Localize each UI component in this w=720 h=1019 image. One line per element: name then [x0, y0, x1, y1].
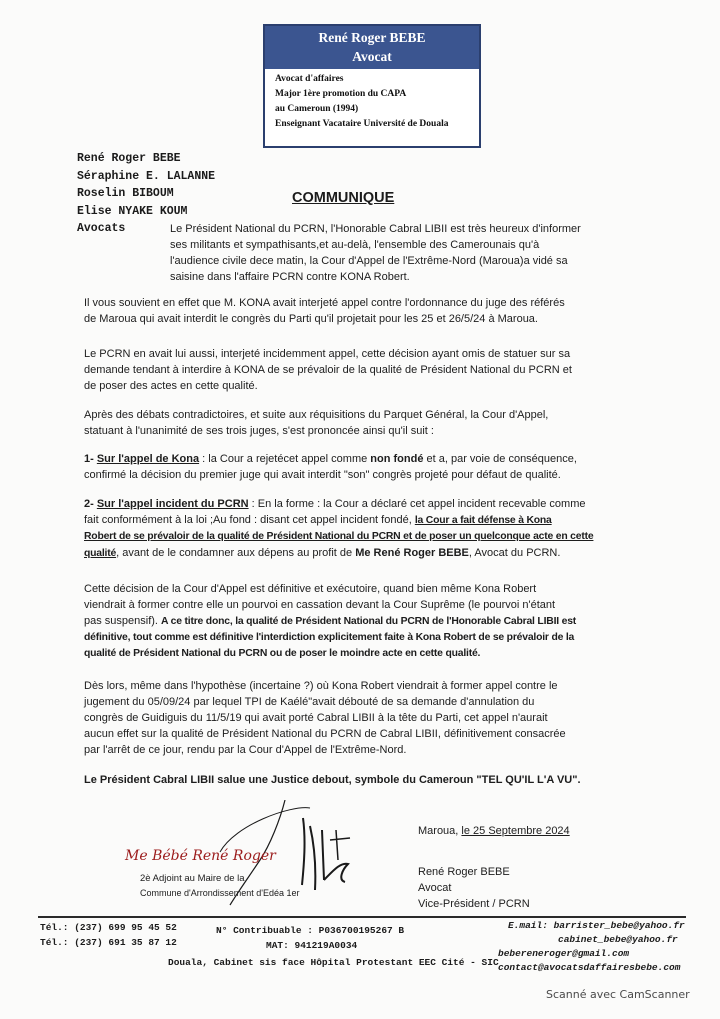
- text-line: jugement du 05/09/24 par lequel TPI de Kaélé"avait débouté de sa demande d'annulation du: [84, 696, 535, 708]
- text-line: Dès lors, même dans l'hypothèse (incertaine ?) où Kona Robert viendrait à former appel contre le: [84, 680, 558, 692]
- paragraph-6: [84, 496, 593, 562]
- signer-role: Vice-Président / PCRN: [418, 898, 530, 910]
- text-line: congrès de Guidiguis du 11/5/19 qui avait porté Cabral LIBII à la tête du Parti, cet appel n'aurait: [84, 712, 548, 724]
- credential-line: au Cameroun (1994): [275, 104, 359, 114]
- paragraph-9: Le Président Cabral LIBII salue une Justice debout, symbole du Cameroun "TEL QU'IL L'A VU".: [84, 774, 581, 786]
- text-span: , Avocat du PCRN.: [468, 547, 561, 559]
- text-span: fait conformément à la loi ;Au fond : disant cet appel incident fondé,: [84, 514, 415, 526]
- text-line: saisine dans l'affaire PCRN contre KONA Robert.: [170, 271, 410, 283]
- footer-email: contact@avocatsdaffairesbebe.com: [498, 962, 681, 973]
- paragraph-1: [170, 221, 581, 285]
- text-span: non fondé: [370, 453, 424, 465]
- text-line: par l'arrêt de ce jour, rendu par la Cour d'Appel de l'Extrême-Nord.: [84, 744, 407, 756]
- item-number: 1-: [84, 453, 97, 465]
- signer-title: Avocat: [418, 882, 452, 894]
- paragraph-3: [84, 346, 572, 394]
- text-span: Maroua,: [418, 825, 462, 837]
- footer-mat: MAT: 941219A0034: [266, 940, 358, 951]
- deputy-line: Commune d'Arrondissement d'Edéa 1er: [140, 888, 300, 898]
- lawyer-name: Elise NYAKE KOUM: [77, 204, 188, 218]
- paragraph-5: [84, 451, 577, 483]
- item-heading: Sur l'appel incident du PCRN: [96, 498, 249, 510]
- text-span: la Cour a fait défense à Kona: [414, 515, 552, 526]
- letterhead-name: René Roger BEBE: [265, 26, 479, 48]
- credential-line: Major 1ère promotion du CAPA: [275, 89, 407, 99]
- footer-divider: [38, 916, 686, 918]
- text-span: le 25 Septembre 2024: [461, 825, 570, 837]
- signature-date: [418, 823, 570, 839]
- paragraph-4: [84, 407, 548, 439]
- text-span: : la Cour a rejetécet appel comme: [199, 453, 371, 465]
- text-line: confirmé la décision du premier juge qui avait interdit "son" congrès projeté pour défaut de qualité.: [84, 469, 561, 481]
- text-line: Après des débats contradictoires, et suite aux réquisitions du Parquet Général, la Cour d'Appel,: [84, 409, 549, 421]
- credential-line: Enseignant Vacataire Université de Douala: [275, 119, 449, 129]
- text-line: définitive, tout comme est définitive l'interdiction explicitement faite à Kona Robert de se prévaloir de la: [84, 632, 575, 643]
- credential-line: Avocat d'affaires: [275, 74, 344, 84]
- text-line: demande tendant à interdire à KONA de se prévaloir de la qualité de Président National du PCRN et: [84, 364, 572, 376]
- item-number: 2-: [84, 498, 97, 510]
- footer-phone: Tél.: (237) 699 95 45 52: [40, 922, 177, 933]
- signature-script: Me Bébé René Roger: [125, 848, 276, 864]
- camscanner-watermark: Scanné avec CamScanner: [546, 988, 690, 1001]
- lawyer-name: Séraphine E. LALANNE: [77, 169, 216, 183]
- text-line: ses militants et sympathisants,et au-delà, l'ensemble des Camerounais qu'à: [170, 239, 540, 251]
- text-span: et a, par voie de conséquence,: [423, 453, 577, 465]
- footer-email: bebereneroger@gmail.com: [498, 948, 630, 959]
- text-span: Me René Roger BEBE: [355, 547, 469, 559]
- text-span: , avant de le condamner aux dépens au profit de: [116, 547, 356, 559]
- text-span: A ce titre donc, la qualité de Président National du PCRN de l'Honorable Cabral LIBII est: [161, 616, 577, 627]
- letterhead-title: Avocat: [265, 48, 479, 69]
- text-line: de Maroua qui avait interdit le congrès du Parti qu'il projetait pour les 25 et 26/5/24 à Maroua.: [84, 313, 538, 325]
- lawyer-name: Roselin BIBOUM: [77, 187, 174, 200]
- paragraph-2: [84, 295, 565, 327]
- paragraph-7: [84, 581, 576, 662]
- signer-name: René Roger BEBE: [418, 866, 510, 878]
- lawyers-label: Avocats: [77, 222, 126, 235]
- text-line: qualité de Président National du PCRN ou de poser le moindre acte en cette qualité.: [84, 648, 481, 659]
- text-line: l'audience civile dece matin, la Cour d'Appel de l'Extrême-Nord (Maroua)a vidé sa: [170, 255, 568, 267]
- deputy-line: 2è Adjoint au Maire de la: [140, 873, 245, 884]
- text-line: aucun effet sur la qualité de Président National du PCRN de Cabral LIBII, définitivement consacrée: [84, 728, 566, 740]
- text-span: Le Président National du PCRN, l'Honorable Cabral LIBII: [170, 223, 451, 235]
- paragraph-8: [84, 678, 566, 758]
- text-line: Le PCRN en avait lui aussi, interjeté incidemment appel, cette décision ayant omis de statuer sur sa: [84, 348, 571, 360]
- text-span: qualité: [84, 548, 117, 559]
- text-span: est très heureux d'informer: [450, 223, 581, 235]
- lawyer-name: René Roger BEBE: [77, 152, 181, 165]
- footer-phone: Tél.: (237) 691 35 87 12: [40, 937, 177, 948]
- letterhead-box: [263, 24, 481, 148]
- text-line: Cette décision de la Cour d'Appel est définitive et exécutoire, quand bien même Kona Robert: [84, 583, 537, 595]
- item-heading: Sur l'appel de Kona: [96, 453, 200, 465]
- text-span: : En la forme : la Cour a déclaré cet appel incident recevable comme: [248, 498, 586, 510]
- footer-contribuable: N° Contribuable : P036700195267 B: [216, 925, 405, 936]
- text-line: Robert de se prévaloir de la qualité de Président National du PCRN et de poser un quelconque acte en cette: [84, 531, 594, 542]
- document-title: COMMUNIQUE: [292, 190, 395, 206]
- text-span: pas suspensif).: [84, 615, 162, 627]
- letterhead-credentials: [265, 69, 479, 132]
- footer-email: cabinet_bebe@yahoo.fr: [558, 934, 678, 945]
- text-line: statuant à l'unanimité de ses trois juges, s'est prononcée ainsi qu'il suit :: [84, 425, 434, 437]
- text-line: de poser des actes en cette qualité.: [84, 380, 258, 392]
- signer-block: [418, 864, 530, 912]
- text-line: viendrait à former contre elle un pourvoi en cassation devant la Cour Suprême (le pourvoi n'étant: [84, 599, 556, 611]
- text-line: Il vous souvient en effet que M. KONA avait interjeté appel contre l'ordonnance du juge des référés: [84, 297, 565, 309]
- footer-address: Douala, Cabinet sis face Hôpital Protestant EEC Cité - SIC: [168, 957, 499, 968]
- footer-email: E.mail: barrister_bebe@yahoo.fr: [508, 920, 685, 931]
